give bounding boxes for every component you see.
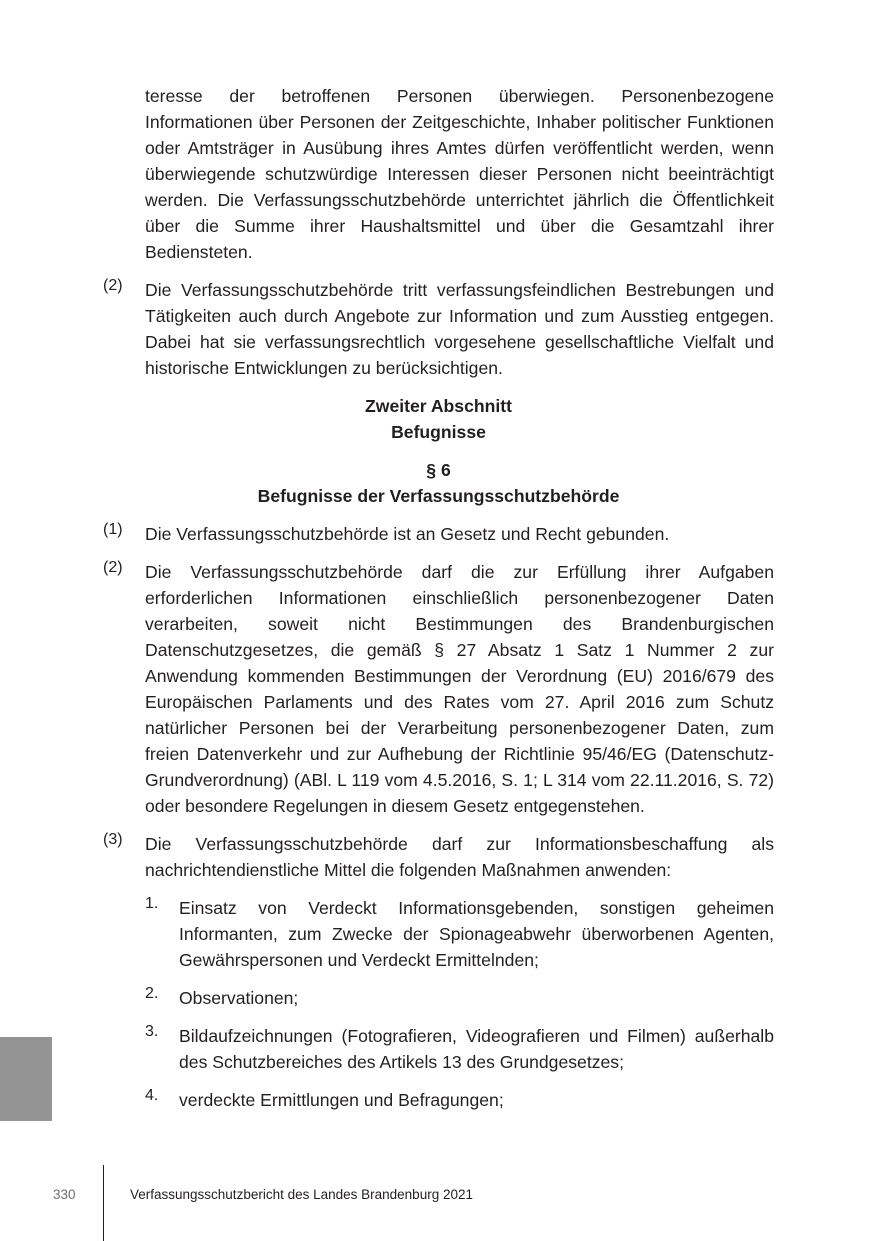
page-content	[103, 83, 774, 1113]
section-title: Zweiter Abschnitt	[365, 396, 512, 416]
item-text: Die Verfassungsschutzbehörde darf zur Informationsbeschaffung als nachrichtendienstliche Mittel die folgenden Maßnahmen anwenden:	[145, 834, 774, 880]
footer-divider	[103, 1165, 104, 1241]
item-text: Die Verfassungsschutzbehörde ist an Gesetz und Recht gebunden.	[145, 524, 670, 544]
measure-1	[145, 895, 774, 973]
measure-2	[145, 985, 774, 1011]
measure-text: verdeckte Ermittlungen und Befragungen;	[179, 1090, 504, 1110]
item-number: (3)	[103, 831, 123, 848]
page-number: 330	[53, 1187, 76, 1202]
paragraph-number: (2)	[103, 277, 123, 294]
paragraph-text: Die Verfassungsschutzbehörde tritt verfassungsfeindlichen Bestrebungen und Tätigkeiten auch durch Angebote zur Information und zum Ausstieg entgegen. Dabei hat sie verfassungsrechtlich vorgesehene gesellschaftliche Vielfalt und historische Entwicklungen zu berücksichtigen.	[145, 280, 774, 378]
paragraph-heading	[103, 457, 774, 509]
item-3	[103, 831, 774, 883]
measure-4	[145, 1087, 774, 1113]
chapter-tab-marker	[0, 1037, 52, 1121]
measure-number: 3.	[145, 1023, 159, 1040]
continued-paragraph	[103, 83, 774, 265]
paragraph-2-prior	[103, 277, 774, 381]
section-heading	[103, 393, 774, 445]
measure-text: Einsatz von Verdeckt Informationsgebenden, sonstigen geheimen Informanten, zum Zwecke der Spionageabwehr überworbenen Agenten, Gewährspersonen und Verdeckt Ermittelnden;	[179, 898, 774, 970]
item-number: (1)	[103, 521, 123, 538]
measure-text: Bildaufzeichnungen (Fotografieren, Videografieren und Filmen) außerhalb des Schutzbereiches des Artikels 13 des Grundgesetzes;	[179, 1026, 774, 1072]
measure-number: 1.	[145, 895, 159, 912]
measure-number: 2.	[145, 985, 159, 1002]
item-text: Die Verfassungsschutzbehörde darf die zur Erfüllung ihrer Aufgaben erforderlichen Informationen einschließlich personenbezogener Daten verarbeiten, soweit nicht Bestimmungen des Brandenburgischen Datenschutzgesetzes, die gemäß § 27 Absatz 1 Satz 1 Nummer 2 zur Anwendung kommenden Bestimmungen der Verordnung (EU) 2016/679 des Europäischen Parlaments und des Rates vom 27. April 2016 zum Schutz natürlicher Personen bei der Verarbeitung personenbezogener Daten, zum freien Datenverkehr und zur Aufhebung der Richtlinie 95/46/EG (Datenschutz-Grundverordnung) (ABl. L 119 vom 4.5.2016, S. 1; L 314 vom 22.11.2016, S. 72) oder besondere Regelungen in diesem Gesetz entgegenstehen.	[145, 562, 774, 816]
section-subtitle: Befugnisse	[391, 422, 486, 442]
measure-text: Observationen;	[179, 988, 299, 1008]
running-footer-title: Verfassungsschutzbericht des Landes Brandenburg 2021	[130, 1187, 473, 1202]
paragraph-title: Befugnisse der Verfassungsschutzbehörde	[257, 486, 620, 506]
paragraph-symbol: § 6	[426, 460, 451, 480]
measure-3	[145, 1023, 774, 1075]
item-number: (2)	[103, 559, 123, 576]
measure-number: 4.	[145, 1087, 159, 1104]
paragraph-text: teresse der betroffenen Personen überwiegen. Personenbezogene Informationen über Personen der Zeitgeschichte, Inhaber politischer Funktionen oder Amtsträger in Ausübung ihres Amtes dürfen veröffentlicht werden, wenn überwiegende schutzwürdige Interessen dieser Personen nicht beeinträchtigt werden. Die Verfassungsschutzbehörde unterrichtet jährlich die Öffentlichkeit über die Summe ihrer Haushaltsmittel und über die Gesamtzahl ihrer Bediensteten.	[145, 86, 774, 262]
item-1	[103, 521, 774, 547]
item-2	[103, 559, 774, 819]
